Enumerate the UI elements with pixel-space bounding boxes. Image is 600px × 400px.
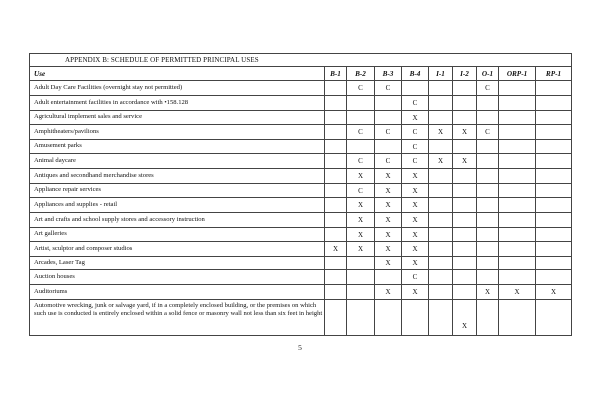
permission-cell — [453, 213, 477, 228]
permission-cell — [429, 257, 453, 270]
permission-cell — [325, 125, 347, 140]
use-cell: Art and crafts and school supply stores and accessory instruction — [30, 213, 325, 228]
permission-cell — [453, 242, 477, 257]
permission-cell — [477, 111, 499, 125]
permission-cell: C — [402, 140, 429, 154]
column-header-b-1: B-1 — [325, 67, 347, 81]
permission-cell — [536, 169, 572, 184]
column-header-rp-1: RP-1 — [536, 67, 572, 81]
permission-cell — [499, 184, 536, 198]
permission-cell: X — [499, 285, 536, 300]
use-cell: Amusement parks — [30, 140, 325, 154]
permission-cell: X — [536, 285, 572, 300]
permission-cell — [347, 111, 375, 125]
permission-cell: C — [402, 270, 429, 285]
permission-cell — [477, 96, 499, 111]
use-cell: Agricultural implement sales and service — [30, 111, 325, 125]
permission-cell — [325, 184, 347, 198]
permission-cell — [453, 285, 477, 300]
permission-cell: C — [402, 125, 429, 140]
permission-cell — [429, 184, 453, 198]
permission-cell — [347, 285, 375, 300]
column-header-i-1: I-1 — [429, 67, 453, 81]
use-cell: Arcades, Laser Tag — [30, 257, 325, 270]
column-header-b-3: B-3 — [375, 67, 402, 81]
permission-cell — [429, 169, 453, 184]
permission-cell — [477, 242, 499, 257]
permission-cell — [499, 213, 536, 228]
permission-cell — [325, 198, 347, 213]
use-cell: Auction houses — [30, 270, 325, 285]
permission-cell: X — [347, 198, 375, 213]
permission-cell — [536, 125, 572, 140]
permission-cell — [429, 213, 453, 228]
permission-cell — [429, 96, 453, 111]
schedule-table — [29, 53, 572, 336]
permission-cell: X — [402, 198, 429, 213]
permission-cell: X — [402, 213, 429, 228]
permission-cell — [453, 169, 477, 184]
permission-cell: C — [347, 184, 375, 198]
table-row — [30, 270, 572, 285]
permission-cell — [536, 198, 572, 213]
permission-cell — [499, 198, 536, 213]
column-header-row — [30, 67, 572, 81]
permitted-uses-schedule — [29, 53, 571, 336]
permission-cell — [453, 81, 477, 96]
permission-cell — [536, 96, 572, 111]
permission-cell: X — [429, 125, 453, 140]
permission-cell: X — [347, 213, 375, 228]
page-number: 5 — [298, 343, 302, 352]
permission-cell — [477, 184, 499, 198]
permission-cell — [375, 96, 402, 111]
permission-cell — [429, 300, 453, 336]
table-row — [30, 300, 572, 336]
permission-cell — [477, 213, 499, 228]
permission-cell: X — [375, 228, 402, 242]
permission-cell — [499, 257, 536, 270]
permission-cell — [499, 96, 536, 111]
use-cell: Amphitheaters/pavilions — [30, 125, 325, 140]
permission-cell — [477, 228, 499, 242]
table-row — [30, 228, 572, 242]
permission-cell — [499, 169, 536, 184]
permission-cell — [325, 169, 347, 184]
permission-cell — [347, 270, 375, 285]
permission-cell — [325, 96, 347, 111]
permission-cell — [499, 300, 536, 336]
use-cell: Artist, sculptor and composer studios — [30, 242, 325, 257]
permission-cell — [477, 154, 499, 169]
table-row — [30, 125, 572, 140]
permission-cell: C — [375, 81, 402, 96]
permission-cell: X — [375, 169, 402, 184]
permission-cell — [499, 154, 536, 169]
table-row — [30, 242, 572, 257]
permission-cell: C — [477, 81, 499, 96]
permission-cell: X — [402, 228, 429, 242]
permission-cell: X — [375, 285, 402, 300]
permission-cell — [499, 81, 536, 96]
use-cell: Appliance repair services — [30, 184, 325, 198]
column-header-orp-1: ORP-1 — [499, 67, 536, 81]
permission-cell — [536, 81, 572, 96]
permission-cell: X — [453, 125, 477, 140]
permission-cell — [453, 257, 477, 270]
use-cell: Antiques and secondhand merchandise stores — [30, 169, 325, 184]
permission-cell — [499, 242, 536, 257]
appendix-title: APPENDIX B: SCHEDULE OF PERMITTED PRINCIPAL USES — [30, 54, 572, 67]
permission-cell: X — [375, 257, 402, 270]
permission-cell — [536, 257, 572, 270]
table-row — [30, 285, 572, 300]
permission-cell: X — [375, 198, 402, 213]
permission-cell — [453, 184, 477, 198]
permission-cell — [477, 257, 499, 270]
permission-cell: C — [375, 125, 402, 140]
permission-cell — [429, 140, 453, 154]
permission-cell — [453, 198, 477, 213]
permission-cell — [477, 140, 499, 154]
permission-cell — [499, 111, 536, 125]
permission-cell: X — [402, 242, 429, 257]
permission-cell: X — [402, 111, 429, 125]
permission-cell — [347, 96, 375, 111]
permission-cell: X — [453, 300, 477, 336]
permission-cell — [402, 300, 429, 336]
permission-cell — [325, 213, 347, 228]
table-row — [30, 96, 572, 111]
permission-cell — [429, 285, 453, 300]
permission-cell: X — [347, 228, 375, 242]
permission-cell — [325, 270, 347, 285]
permission-cell: C — [347, 81, 375, 96]
use-cell: Adult entertainment facilities in accordance with •158.128 — [30, 96, 325, 111]
permission-cell — [375, 111, 402, 125]
use-cell: Automotive wrecking, junk or salvage yard, if in a completely enclosed building, or the premises on which such use is conducted is entirely enclosed within a solid fence or masonry wall not less than six feet in height — [30, 300, 325, 336]
permission-cell — [536, 111, 572, 125]
use-cell: Auditoriums — [30, 285, 325, 300]
permission-cell — [325, 228, 347, 242]
permission-cell: X — [347, 169, 375, 184]
column-header-b-2: B-2 — [347, 67, 375, 81]
permission-cell — [325, 81, 347, 96]
permission-cell: X — [402, 285, 429, 300]
permission-cell: X — [453, 154, 477, 169]
permission-cell — [375, 270, 402, 285]
permission-cell — [347, 140, 375, 154]
permission-cell — [325, 300, 347, 336]
permission-cell: X — [402, 184, 429, 198]
permission-cell — [499, 125, 536, 140]
permission-cell — [477, 198, 499, 213]
permission-cell: X — [325, 242, 347, 257]
permission-cell — [499, 270, 536, 285]
permission-cell — [325, 111, 347, 125]
permission-cell — [429, 198, 453, 213]
permission-cell — [453, 228, 477, 242]
table-row — [30, 213, 572, 228]
permission-cell — [325, 285, 347, 300]
permission-cell — [325, 154, 347, 169]
permission-cell: X — [402, 257, 429, 270]
permission-cell: C — [402, 154, 429, 169]
permission-cell — [536, 300, 572, 336]
column-header-i-2: I-2 — [453, 67, 477, 81]
table-row — [30, 140, 572, 154]
permission-cell — [402, 81, 429, 96]
permission-cell — [499, 228, 536, 242]
permission-cell: C — [402, 96, 429, 111]
permission-cell — [375, 140, 402, 154]
permission-cell: C — [347, 125, 375, 140]
permission-cell — [429, 111, 453, 125]
use-cell: Animal daycare — [30, 154, 325, 169]
column-header-use: Use — [30, 67, 325, 81]
permission-cell: C — [477, 125, 499, 140]
table-row — [30, 198, 572, 213]
permission-cell — [477, 270, 499, 285]
permission-cell — [453, 140, 477, 154]
permission-cell: C — [375, 154, 402, 169]
permission-cell — [536, 242, 572, 257]
permission-cell — [429, 242, 453, 257]
permission-cell — [536, 270, 572, 285]
permission-cell — [536, 228, 572, 242]
permission-cell — [347, 300, 375, 336]
permission-cell: X — [347, 242, 375, 257]
permission-cell — [375, 300, 402, 336]
table-row — [30, 184, 572, 198]
permission-cell — [429, 81, 453, 96]
permission-cell: X — [429, 154, 453, 169]
permission-cell — [477, 169, 499, 184]
permission-cell — [453, 111, 477, 125]
permission-cell: C — [347, 154, 375, 169]
permission-cell — [499, 140, 536, 154]
permission-cell — [536, 213, 572, 228]
permission-cell — [347, 257, 375, 270]
permission-cell — [477, 300, 499, 336]
table-row — [30, 111, 572, 125]
use-cell: Art galleries — [30, 228, 325, 242]
permission-cell — [429, 228, 453, 242]
permission-cell — [453, 270, 477, 285]
use-cell: Adult Day Care Facilities (overnight stay not permitted) — [30, 81, 325, 96]
table-row — [30, 154, 572, 169]
permission-cell — [536, 184, 572, 198]
use-cell: Appliances and supplies - retail — [30, 198, 325, 213]
permission-cell: X — [375, 242, 402, 257]
permission-cell — [536, 154, 572, 169]
table-row — [30, 81, 572, 96]
column-header-b-4: B-4 — [402, 67, 429, 81]
permission-cell: X — [375, 184, 402, 198]
permission-cell: X — [477, 285, 499, 300]
permission-cell — [536, 140, 572, 154]
permission-cell: X — [402, 169, 429, 184]
column-header-o-1: O-1 — [477, 67, 499, 81]
permission-cell — [453, 96, 477, 111]
table-row — [30, 169, 572, 184]
permission-cell — [325, 140, 347, 154]
permission-cell — [429, 270, 453, 285]
table-row — [30, 257, 572, 270]
permission-cell — [325, 257, 347, 270]
permission-cell: X — [375, 213, 402, 228]
